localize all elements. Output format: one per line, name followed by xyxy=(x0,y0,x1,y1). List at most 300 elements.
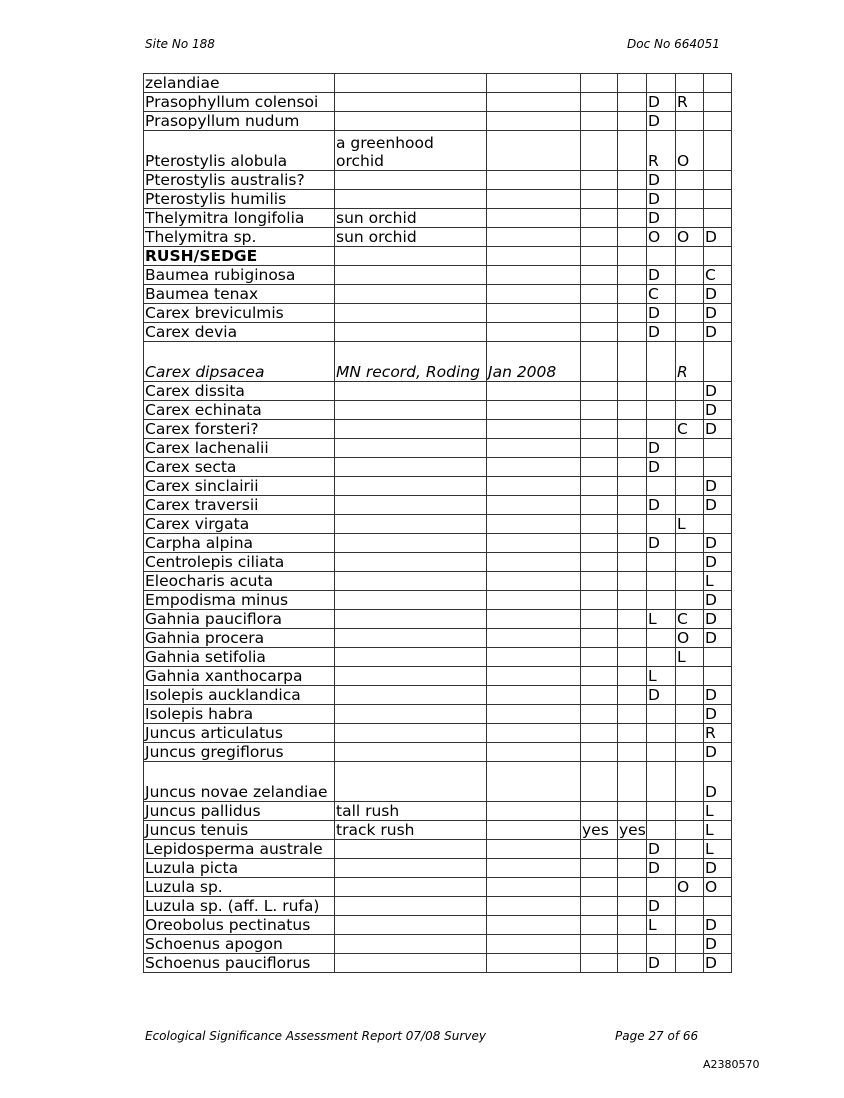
table-cell: D xyxy=(704,285,732,304)
table-cell xyxy=(581,802,618,821)
table-cell xyxy=(618,458,647,477)
table-cell xyxy=(335,458,487,477)
table-cell xyxy=(487,285,581,304)
table-cell xyxy=(618,131,647,171)
table-cell xyxy=(335,859,487,878)
table-row xyxy=(144,667,732,686)
table-cell xyxy=(581,266,618,285)
table-cell xyxy=(618,916,647,935)
table-row xyxy=(144,209,732,228)
table-cell xyxy=(487,93,581,112)
table-cell xyxy=(581,74,618,93)
table-cell: D xyxy=(647,859,676,878)
species-name-cell: zelandiae xyxy=(144,74,335,93)
table-cell xyxy=(676,534,704,553)
table-row xyxy=(144,935,732,954)
table-cell: R xyxy=(676,93,704,112)
table-cell xyxy=(487,724,581,743)
table-cell xyxy=(618,247,647,266)
table-cell xyxy=(676,954,704,973)
table-cell xyxy=(618,686,647,705)
table-cell xyxy=(487,382,581,401)
species-name-cell: Schoenus apogon xyxy=(144,935,335,954)
table-cell xyxy=(335,74,487,93)
table-cell xyxy=(335,439,487,458)
table-cell xyxy=(618,209,647,228)
table-cell xyxy=(487,840,581,859)
table-cell xyxy=(487,190,581,209)
table-cell xyxy=(335,610,487,629)
table-cell xyxy=(581,648,618,667)
table-cell xyxy=(335,762,487,802)
table-cell xyxy=(618,323,647,342)
table-row xyxy=(144,916,732,935)
table-cell xyxy=(487,228,581,247)
table-cell xyxy=(581,591,618,610)
table-cell xyxy=(335,724,487,743)
table-cell xyxy=(618,878,647,897)
table-row xyxy=(144,591,732,610)
table-cell xyxy=(618,705,647,724)
table-cell: C xyxy=(676,420,704,439)
table-cell: D xyxy=(704,534,732,553)
table-cell: O xyxy=(647,228,676,247)
table-cell xyxy=(335,93,487,112)
table-cell xyxy=(676,935,704,954)
table-cell xyxy=(676,439,704,458)
table-row xyxy=(144,534,732,553)
table-cell xyxy=(618,935,647,954)
table-cell xyxy=(618,496,647,515)
table-cell: O xyxy=(676,629,704,648)
species-name-cell: Pterostylis humilis xyxy=(144,190,335,209)
table-cell: D xyxy=(704,591,732,610)
table-row xyxy=(144,420,732,439)
table-cell xyxy=(487,131,581,171)
table-cell xyxy=(487,323,581,342)
table-row xyxy=(144,285,732,304)
table-cell: D xyxy=(704,935,732,954)
table-row xyxy=(144,382,732,401)
table-cell: L xyxy=(676,648,704,667)
report-title: Ecological Significance Assessment Report 07/08 Survey xyxy=(145,1029,486,1043)
table-cell xyxy=(676,458,704,477)
table-cell xyxy=(618,304,647,323)
table-cell xyxy=(676,724,704,743)
doc-number: Doc No 664051 xyxy=(627,37,720,51)
table-cell xyxy=(581,553,618,572)
table-cell xyxy=(647,572,676,591)
table-cell xyxy=(647,629,676,648)
table-cell xyxy=(335,401,487,420)
table-cell xyxy=(676,840,704,859)
species-name-cell: Prasophyllum colensoi xyxy=(144,93,335,112)
table-cell: D xyxy=(704,705,732,724)
table-cell xyxy=(618,667,647,686)
table-cell xyxy=(647,74,676,93)
table-cell: D xyxy=(704,496,732,515)
table-cell xyxy=(618,840,647,859)
table-cell xyxy=(676,802,704,821)
table-cell: L xyxy=(704,821,732,840)
table-row xyxy=(144,821,732,840)
table-cell: D xyxy=(704,743,732,762)
species-name-cell: Carex lachenalii xyxy=(144,439,335,458)
table-cell xyxy=(487,534,581,553)
table-cell: R xyxy=(676,342,704,382)
species-name-cell: Thelymitra sp. xyxy=(144,228,335,247)
table-cell xyxy=(581,477,618,496)
table-cell xyxy=(676,112,704,131)
species-name-cell: RUSH/SEDGE xyxy=(144,247,335,266)
table-cell xyxy=(704,342,732,382)
table-cell xyxy=(618,74,647,93)
table-cell xyxy=(676,897,704,916)
table-cell: L xyxy=(676,515,704,534)
table-cell xyxy=(487,629,581,648)
table-row xyxy=(144,477,732,496)
table-cell: D xyxy=(647,93,676,112)
table-cell xyxy=(581,401,618,420)
table-cell: D xyxy=(647,954,676,973)
table-cell: D xyxy=(704,304,732,323)
table-cell xyxy=(335,285,487,304)
table-cell xyxy=(676,247,704,266)
table-cell xyxy=(704,439,732,458)
table-cell xyxy=(618,648,647,667)
table-cell xyxy=(581,686,618,705)
species-name-cell: Isolepis habra xyxy=(144,705,335,724)
table-cell xyxy=(676,401,704,420)
table-cell: O xyxy=(704,878,732,897)
table-row xyxy=(144,342,732,382)
table-row xyxy=(144,762,732,802)
table-cell: D xyxy=(647,897,676,916)
species-name-cell: Luzula picta xyxy=(144,859,335,878)
table-cell xyxy=(581,171,618,190)
table-cell xyxy=(581,572,618,591)
table-cell: D xyxy=(647,209,676,228)
table-cell xyxy=(487,74,581,93)
table-cell xyxy=(581,878,618,897)
table-row xyxy=(144,228,732,247)
table-cell xyxy=(581,209,618,228)
table-cell xyxy=(676,171,704,190)
species-name-cell: Lepidosperma australe xyxy=(144,840,335,859)
table-cell xyxy=(704,897,732,916)
species-name-cell: Gahnia procera xyxy=(144,629,335,648)
table-cell: D xyxy=(704,382,732,401)
species-name-cell: Carex breviculmis xyxy=(144,304,335,323)
table-cell: sun orchid xyxy=(335,228,487,247)
table-cell xyxy=(487,916,581,935)
table-cell: MN record, Roding xyxy=(335,342,487,382)
table-row xyxy=(144,131,732,171)
table-cell xyxy=(487,591,581,610)
table-cell xyxy=(335,572,487,591)
table-cell xyxy=(647,515,676,534)
table-row xyxy=(144,724,732,743)
table-cell xyxy=(618,439,647,458)
table-cell xyxy=(618,553,647,572)
table-row xyxy=(144,648,732,667)
table-row xyxy=(144,859,732,878)
table-cell xyxy=(618,534,647,553)
table-row xyxy=(144,515,732,534)
table-cell: L xyxy=(704,572,732,591)
table-cell xyxy=(618,171,647,190)
table-cell xyxy=(487,515,581,534)
table-cell xyxy=(618,112,647,131)
table-cell xyxy=(581,228,618,247)
table-cell xyxy=(581,247,618,266)
table-cell xyxy=(581,285,618,304)
table-cell xyxy=(581,304,618,323)
species-name-cell: Juncus novae zelandiae xyxy=(144,762,335,802)
species-name-cell: Pterostylis australis? xyxy=(144,171,335,190)
table-row xyxy=(144,954,732,973)
table-cell: C xyxy=(704,266,732,285)
table-cell xyxy=(676,591,704,610)
table-cell xyxy=(647,591,676,610)
species-name-cell: Empodisma minus xyxy=(144,591,335,610)
table-cell xyxy=(618,190,647,209)
table-cell: C xyxy=(676,610,704,629)
table-cell: D xyxy=(704,686,732,705)
species-name-cell: Schoenus pauciflorus xyxy=(144,954,335,973)
table-cell xyxy=(704,247,732,266)
table-row xyxy=(144,840,732,859)
table-cell xyxy=(335,477,487,496)
table-row xyxy=(144,802,732,821)
table-cell: R xyxy=(704,724,732,743)
table-cell xyxy=(581,93,618,112)
table-cell xyxy=(581,342,618,382)
table-cell xyxy=(647,401,676,420)
table-cell xyxy=(581,420,618,439)
species-name-cell: Gahnia setifolia xyxy=(144,648,335,667)
species-name-cell: Juncus gregiflorus xyxy=(144,743,335,762)
table-cell xyxy=(581,610,618,629)
table-cell: D xyxy=(704,859,732,878)
table-cell xyxy=(335,705,487,724)
table-cell xyxy=(581,724,618,743)
table-cell xyxy=(647,477,676,496)
table-cell: a greenhood orchid xyxy=(335,131,487,171)
table-cell xyxy=(581,667,618,686)
table-cell: yes xyxy=(619,821,646,839)
table-cell xyxy=(335,648,487,667)
table-cell xyxy=(704,667,732,686)
species-name-cell: Carex sinclairii xyxy=(144,477,335,496)
table-cell xyxy=(618,610,647,629)
table-cell xyxy=(647,724,676,743)
table-cell xyxy=(335,112,487,131)
species-name-cell: Centrolepis ciliata xyxy=(144,553,335,572)
table-cell: D xyxy=(647,840,676,859)
species-name-cell: Luzula sp. xyxy=(144,878,335,897)
table-cell xyxy=(487,802,581,821)
species-name-cell: Isolepis aucklandica xyxy=(144,686,335,705)
table-cell xyxy=(676,821,704,840)
table-row xyxy=(144,878,732,897)
table-cell xyxy=(581,840,618,859)
species-name-cell: Thelymitra longifolia xyxy=(144,209,335,228)
table-row xyxy=(144,686,732,705)
table-cell xyxy=(487,553,581,572)
table-cell xyxy=(487,572,581,591)
table-cell xyxy=(618,629,647,648)
table-row xyxy=(144,247,732,266)
table-cell: D xyxy=(647,439,676,458)
table-cell xyxy=(487,859,581,878)
table-cell xyxy=(335,266,487,285)
table-cell xyxy=(335,840,487,859)
table-row xyxy=(144,458,732,477)
table-cell: D xyxy=(704,553,732,572)
table-cell xyxy=(676,762,704,802)
species-name-cell: Gahnia xanthocarpa xyxy=(144,667,335,686)
table-cell xyxy=(335,954,487,973)
table-cell: O xyxy=(676,228,704,247)
table-cell xyxy=(335,382,487,401)
table-cell xyxy=(676,859,704,878)
table-row xyxy=(144,496,732,515)
table-row xyxy=(144,74,732,93)
table-cell xyxy=(676,743,704,762)
species-name-cell: Oreobolus pectinatus xyxy=(144,916,335,935)
table-cell xyxy=(335,553,487,572)
table-cell xyxy=(487,897,581,916)
table-cell xyxy=(618,266,647,285)
species-name-cell: Carex virgata xyxy=(144,515,335,534)
table-cell: D xyxy=(704,629,732,648)
table-cell xyxy=(647,342,676,382)
table-cell: D xyxy=(647,171,676,190)
table-cell xyxy=(581,935,618,954)
table-cell xyxy=(647,648,676,667)
table-cell xyxy=(676,916,704,935)
table-cell xyxy=(676,572,704,591)
table-cell xyxy=(487,743,581,762)
species-name-cell: Carex forsteri? xyxy=(144,420,335,439)
table-cell xyxy=(581,762,618,802)
table-cell xyxy=(487,935,581,954)
table-cell xyxy=(704,131,732,171)
table-row xyxy=(144,190,732,209)
table-cell: O xyxy=(676,878,704,897)
table-row xyxy=(144,323,732,342)
table-cell xyxy=(581,439,618,458)
table-cell xyxy=(618,342,647,382)
table-cell xyxy=(581,897,618,916)
table-cell xyxy=(647,878,676,897)
table-cell xyxy=(335,323,487,342)
table-cell xyxy=(581,323,618,342)
table-cell xyxy=(647,762,676,802)
table-cell xyxy=(618,515,647,534)
table-cell xyxy=(618,401,647,420)
table-cell xyxy=(704,112,732,131)
table-cell: D xyxy=(704,420,732,439)
table-cell xyxy=(676,553,704,572)
table-cell: D xyxy=(647,458,676,477)
table-cell xyxy=(647,743,676,762)
table-cell: D xyxy=(647,266,676,285)
table-cell: L xyxy=(647,916,676,935)
species-name-cell: Luzula sp. (aff. L. rufa) xyxy=(144,897,335,916)
table-row xyxy=(144,610,732,629)
species-name-cell: Prasopyllum nudum xyxy=(144,112,335,131)
table-cell xyxy=(647,705,676,724)
table-cell: D xyxy=(704,762,732,802)
table-cell xyxy=(335,534,487,553)
table-cell xyxy=(335,686,487,705)
table-cell xyxy=(647,382,676,401)
table-cell xyxy=(704,93,732,112)
table-cell xyxy=(487,304,581,323)
table-cell: D xyxy=(704,610,732,629)
table-cell xyxy=(676,382,704,401)
page-number: Page 27 of 66 xyxy=(615,1029,699,1043)
table-cell xyxy=(335,171,487,190)
table-cell xyxy=(335,878,487,897)
table-cell xyxy=(676,477,704,496)
table-cell: sun orchid xyxy=(335,209,487,228)
species-name-cell: Baumea rubiginosa xyxy=(144,266,335,285)
table-row xyxy=(144,572,732,591)
table-cell xyxy=(618,724,647,743)
table-cell: tall rush xyxy=(335,802,487,821)
table-cell xyxy=(335,629,487,648)
table-cell xyxy=(487,112,581,131)
table-cell xyxy=(487,686,581,705)
table-cell xyxy=(335,897,487,916)
table-cell xyxy=(618,382,647,401)
table-row xyxy=(144,304,732,323)
table-cell xyxy=(487,496,581,515)
table-cell: D xyxy=(704,323,732,342)
species-name-cell: Eleocharis acuta xyxy=(144,572,335,591)
table-cell xyxy=(581,131,618,171)
table-cell xyxy=(676,496,704,515)
table-cell xyxy=(581,629,618,648)
table-cell xyxy=(335,496,487,515)
table-cell xyxy=(676,190,704,209)
document-reference: A2380570 xyxy=(703,1058,760,1071)
species-name-cell: Carpha alpina xyxy=(144,534,335,553)
species-name-cell: Juncus pallidus xyxy=(144,802,335,821)
table-cell xyxy=(487,648,581,667)
table-cell xyxy=(704,209,732,228)
table-cell xyxy=(618,743,647,762)
table-cell xyxy=(487,458,581,477)
table-cell xyxy=(618,420,647,439)
table-cell xyxy=(704,171,732,190)
table-cell xyxy=(618,93,647,112)
table-cell xyxy=(647,420,676,439)
table-cell xyxy=(335,935,487,954)
table-cell xyxy=(618,859,647,878)
table-cell xyxy=(335,916,487,935)
table-cell: D xyxy=(704,954,732,973)
table-cell xyxy=(581,954,618,973)
table-cell: D xyxy=(647,323,676,342)
table-cell: L xyxy=(704,802,732,821)
species-name-cell: Gahnia pauciflora xyxy=(144,610,335,629)
table-cell xyxy=(581,534,618,553)
table-cell xyxy=(676,74,704,93)
